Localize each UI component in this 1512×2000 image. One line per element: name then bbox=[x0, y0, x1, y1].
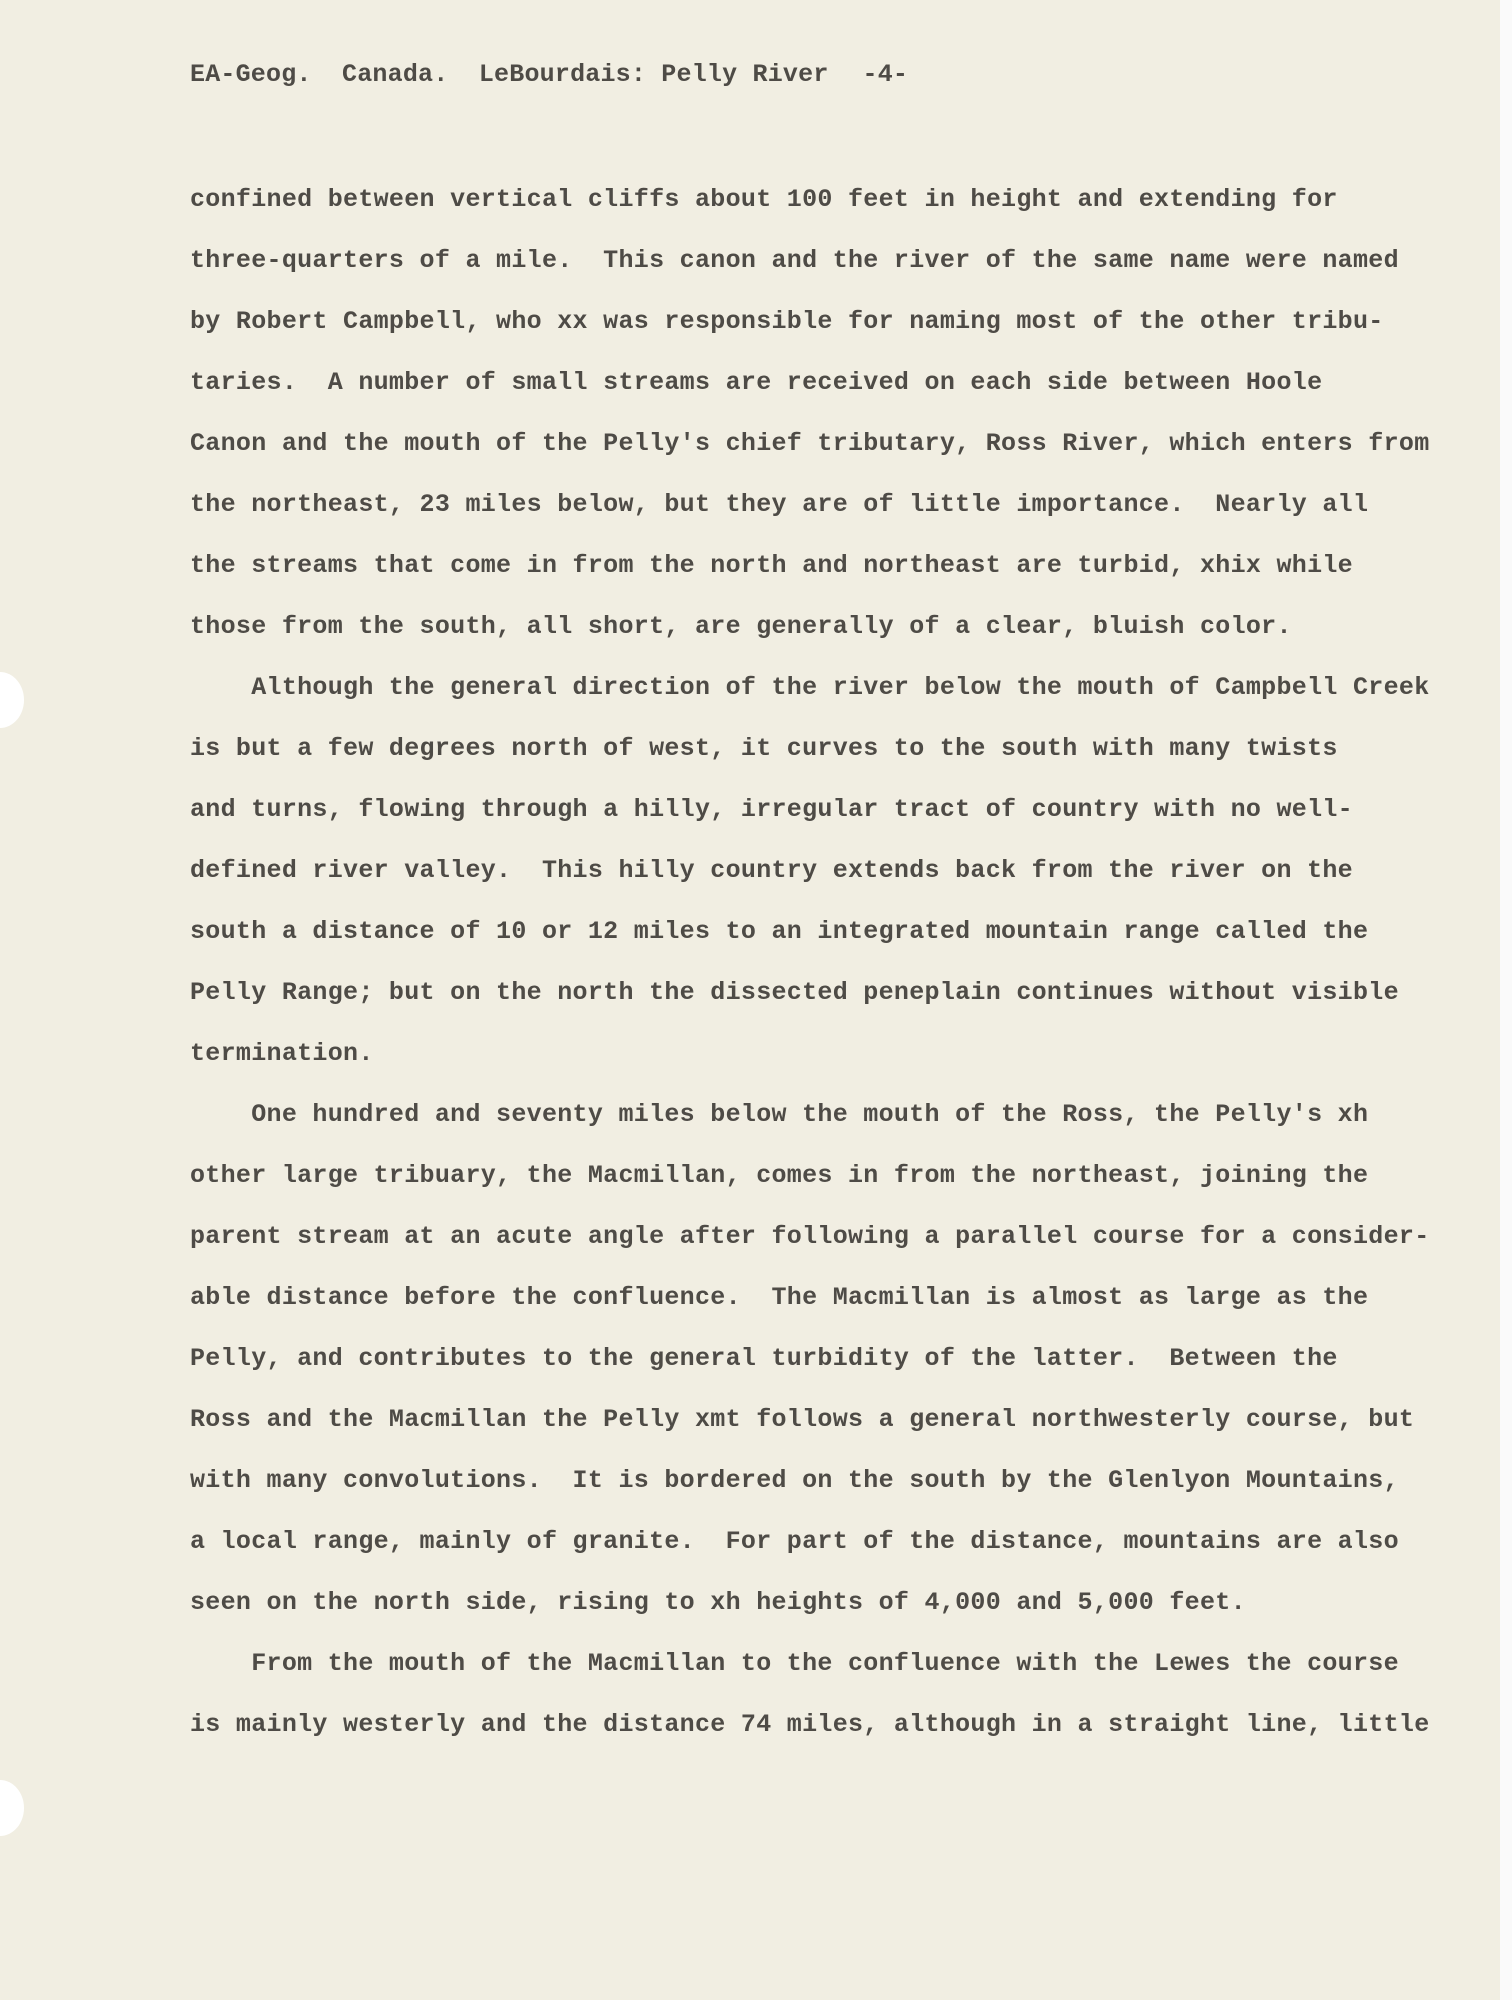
text-line: taries. A number of small streams are received on each side between Hoole bbox=[190, 368, 1323, 397]
scan-margin bbox=[1500, 0, 1512, 2000]
text-line: defined river valley. This hilly country extends back from the river on the bbox=[190, 856, 1353, 885]
text-line: Although the general direction of the river below the mouth of Campbell Creek bbox=[190, 673, 1430, 702]
text-line: by Robert Campbell, who xx was responsible for naming most of the other tribu- bbox=[190, 307, 1384, 336]
text-line: is but a few degrees north of west, it curves to the south with many twists bbox=[190, 734, 1338, 763]
text-line: seen on the north side, rising to xh heights of 4,000 and 5,000 feet. bbox=[190, 1588, 1246, 1617]
text-line: termination. bbox=[190, 1039, 374, 1068]
text-line: Pelly Range; but on the north the dissected peneplain continues without visible bbox=[190, 978, 1399, 1007]
text-line: with many convolutions. It is bordered on the south by the Glenlyon Mountains, bbox=[190, 1466, 1399, 1495]
text-line: a local range, mainly of granite. For part of the distance, mountains are also bbox=[190, 1527, 1399, 1556]
header-title: LeBourdais: Pelly River bbox=[478, 60, 829, 89]
punch-hole-top bbox=[0, 672, 24, 728]
page-header bbox=[190, 60, 1390, 89]
text-line: the streams that come in from the north and northeast are turbid, xhix while bbox=[190, 551, 1353, 580]
text-line: Pelly, and contributes to the general turbidity of the latter. Between the bbox=[190, 1344, 1338, 1373]
text-line: able distance before the confluence. The Macmillan is almost as large as the bbox=[190, 1283, 1369, 1312]
header-country: Canada. bbox=[342, 60, 449, 89]
text-line: the northeast, 23 miles below, but they are of little importance. Nearly all bbox=[190, 490, 1369, 519]
text-line: those from the south, all short, are generally of a clear, bluish color. bbox=[190, 612, 1292, 641]
text-line: Canon and the mouth of the Pelly's chief tributary, Ross River, which enters from bbox=[190, 429, 1430, 458]
text-line: Ross and the Macmillan the Pelly xmt follows a general northwesterly course, but bbox=[190, 1405, 1415, 1434]
body-text bbox=[190, 182, 1430, 1768]
text-line: other large tribuary, the Macmillan, comes in from the northeast, joining the bbox=[190, 1161, 1369, 1190]
text-line: From the mouth of the Macmillan to the confluence with the Lewes the course bbox=[190, 1649, 1399, 1678]
text-line: three-quarters of a mile. This canon and the river of the same name were named bbox=[190, 246, 1399, 275]
text-line: is mainly westerly and the distance 74 miles, although in a straight line, little bbox=[190, 1710, 1430, 1739]
text-line: and turns, flowing through a hilly, irregular tract of country with no well- bbox=[190, 795, 1353, 824]
header-source: EA-Geog. bbox=[190, 60, 312, 89]
text-line: confined between vertical cliffs about 100 feet in height and extending for bbox=[190, 185, 1338, 214]
punch-hole-bottom bbox=[0, 1780, 24, 1836]
text-line: south a distance of 10 or 12 miles to an integrated mountain range called the bbox=[190, 917, 1369, 946]
page-number: -4- bbox=[862, 60, 909, 89]
text-line: parent stream at an acute angle after following a parallel course for a consider- bbox=[190, 1222, 1430, 1251]
text-line: One hundred and seventy miles below the mouth of the Ross, the Pelly's xh bbox=[190, 1100, 1369, 1129]
